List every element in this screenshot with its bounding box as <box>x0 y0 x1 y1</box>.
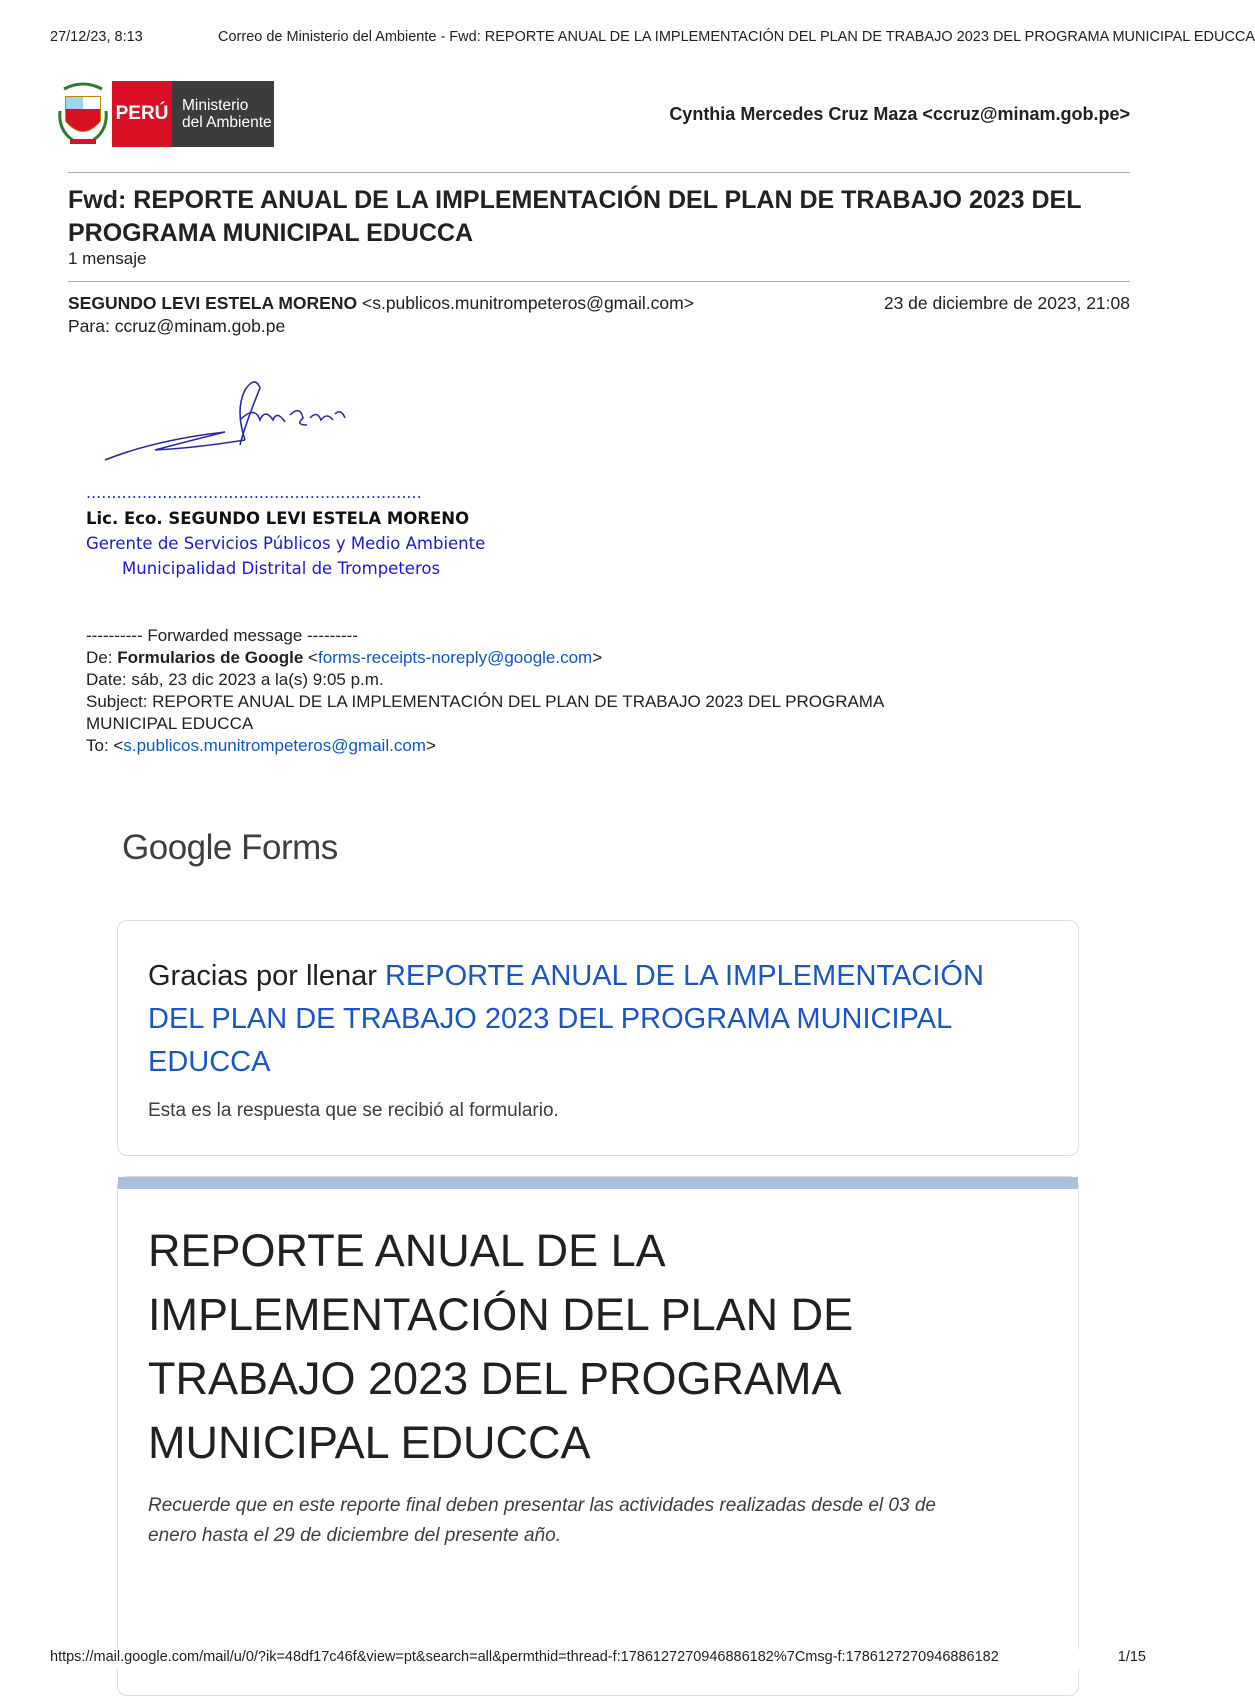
print-datetime: 27/12/23, 8:13 <box>50 29 143 45</box>
sender-name: SEGUNDO LEVI ESTELA MORENO <box>68 293 358 313</box>
logo-ministry-label <box>172 81 274 147</box>
peru-coat-of-arms-icon <box>56 81 110 147</box>
forwarded-from-gt: > <box>592 648 603 667</box>
sender-email: <s.publicos.munitrompeteros@gmail.com> <box>361 293 694 313</box>
print-header <box>0 29 1255 49</box>
message-to <box>68 316 285 337</box>
google-wordmark: Google <box>122 828 232 867</box>
forwarded-to-label: To: <box>86 736 109 755</box>
google-forms-logo <box>122 828 338 868</box>
signature-role: Gerente de Servicios Públicos y Medio Ambiente <box>86 534 486 553</box>
forwarded-to <box>86 735 436 757</box>
thanks-prefix: Gracias por llenar <box>148 960 377 992</box>
forwarded-from-email-link[interactable]: forms-receipts-noreply@google.com <box>317 648 593 667</box>
thread-subject: Fwd: REPORTE ANUAL DE LA IMPLEMENTACIÓN DEL PLAN DE TRABAJO 2023 DEL PROGRAMA MUNICIPAL EDUCCA <box>68 186 1082 247</box>
forwarded-subject-line1: Subject: REPORTE ANUAL DE LA IMPLEMENTACIÓN DEL PLAN DE TRABAJO 2023 DEL PROGRAMA <box>86 692 885 711</box>
forwarded-separator: ---------- Forwarded message --------- <box>86 626 358 645</box>
logo-ministry-line1: Ministerio <box>182 97 249 114</box>
page-number: 1/15 <box>1117 1649 1146 1665</box>
form-header-card <box>117 1176 1079 1696</box>
response-receipt-card <box>117 920 1079 1156</box>
forwarded-to-lt: < <box>113 736 124 755</box>
form-title: REPORTE ANUAL DE LA IMPLEMENTACIÓN DEL PLAN DE TRABAJO 2023 DEL PROGRAMA MUNICIPAL EDUCCA <box>148 1225 854 1468</box>
message-count: 1 mensaje <box>68 249 147 268</box>
received-note: Esta es la respuesta que se recibió al formulario. <box>148 1100 559 1121</box>
print-footer <box>0 1649 1190 1669</box>
forwarded-to-gt: > <box>425 736 436 755</box>
message-date: 23 de diciembre de 2023, 21:08 <box>883 293 1130 313</box>
message-from <box>68 293 694 314</box>
logo-peru-label: PERÚ <box>112 81 172 147</box>
account-name: Cynthia Mercedes Cruz Maza <ccruz@minam.gob.pe> <box>669 104 1130 124</box>
forwarded-from-label: De: <box>86 648 113 667</box>
ministerio-logo <box>56 80 274 148</box>
form-accent-bar <box>118 1177 1078 1189</box>
signature-dots: .................................................................. <box>86 483 422 502</box>
logo-ministry-line2: del Ambiente <box>182 114 272 131</box>
divider <box>68 281 1130 282</box>
print-title: Correo de Ministerio del Ambiente - Fwd: REPORTE ANUAL DE LA IMPLEMENTACIÓN DEL PLAN DE TRABAJO 2023 DEL PROGRAMA MUNICIPAL EDUCCA <box>218 29 1255 45</box>
form-description: Recuerde que en este reporte final deben presentar las actividades realizadas desde el 03 de enero hasta el 29 de diciembre del presente año. <box>148 1495 936 1546</box>
handwritten-signature-image <box>95 370 365 480</box>
to-label: Para: <box>68 316 110 336</box>
forwarded-to-email-link[interactable]: s.publicos.munitrompeteros@gmail.com <box>123 736 426 755</box>
forms-wordmark: Forms <box>241 828 338 867</box>
to-email: ccruz@minam.gob.pe <box>114 316 286 336</box>
forwarded-from <box>86 647 602 669</box>
divider <box>68 172 1130 173</box>
forwarded-from-name: Formularios de Google <box>117 648 304 667</box>
signature-name: Lic. Eco. SEGUNDO LEVI ESTELA MORENO <box>86 509 470 528</box>
print-url: https://mail.google.com/mail/u/0/?ik=48df17c46f&view=pt&search=all&permthid=thread-f:1786127270946886182%7Cmsg-f:1786127270946886182 <box>50 1649 999 1665</box>
form-link[interactable]: REPORTE ANUAL DE LA IMPLEMENTACIÓN DEL PLAN DE TRABAJO 2023 DEL PROGRAMA MUNICIPAL EDUCCA <box>148 960 984 1078</box>
forwarded-from-lt: < <box>308 648 318 667</box>
forwarded-subject-line2: MUNICIPAL EDUCCA <box>86 714 254 733</box>
forwarded-date: Date: sáb, 23 dic 2023 a la(s) 9:05 p.m. <box>86 670 384 689</box>
signature-organization: Municipalidad Distrital de Trompeteros <box>122 559 441 578</box>
thanks-message <box>148 955 1028 1084</box>
